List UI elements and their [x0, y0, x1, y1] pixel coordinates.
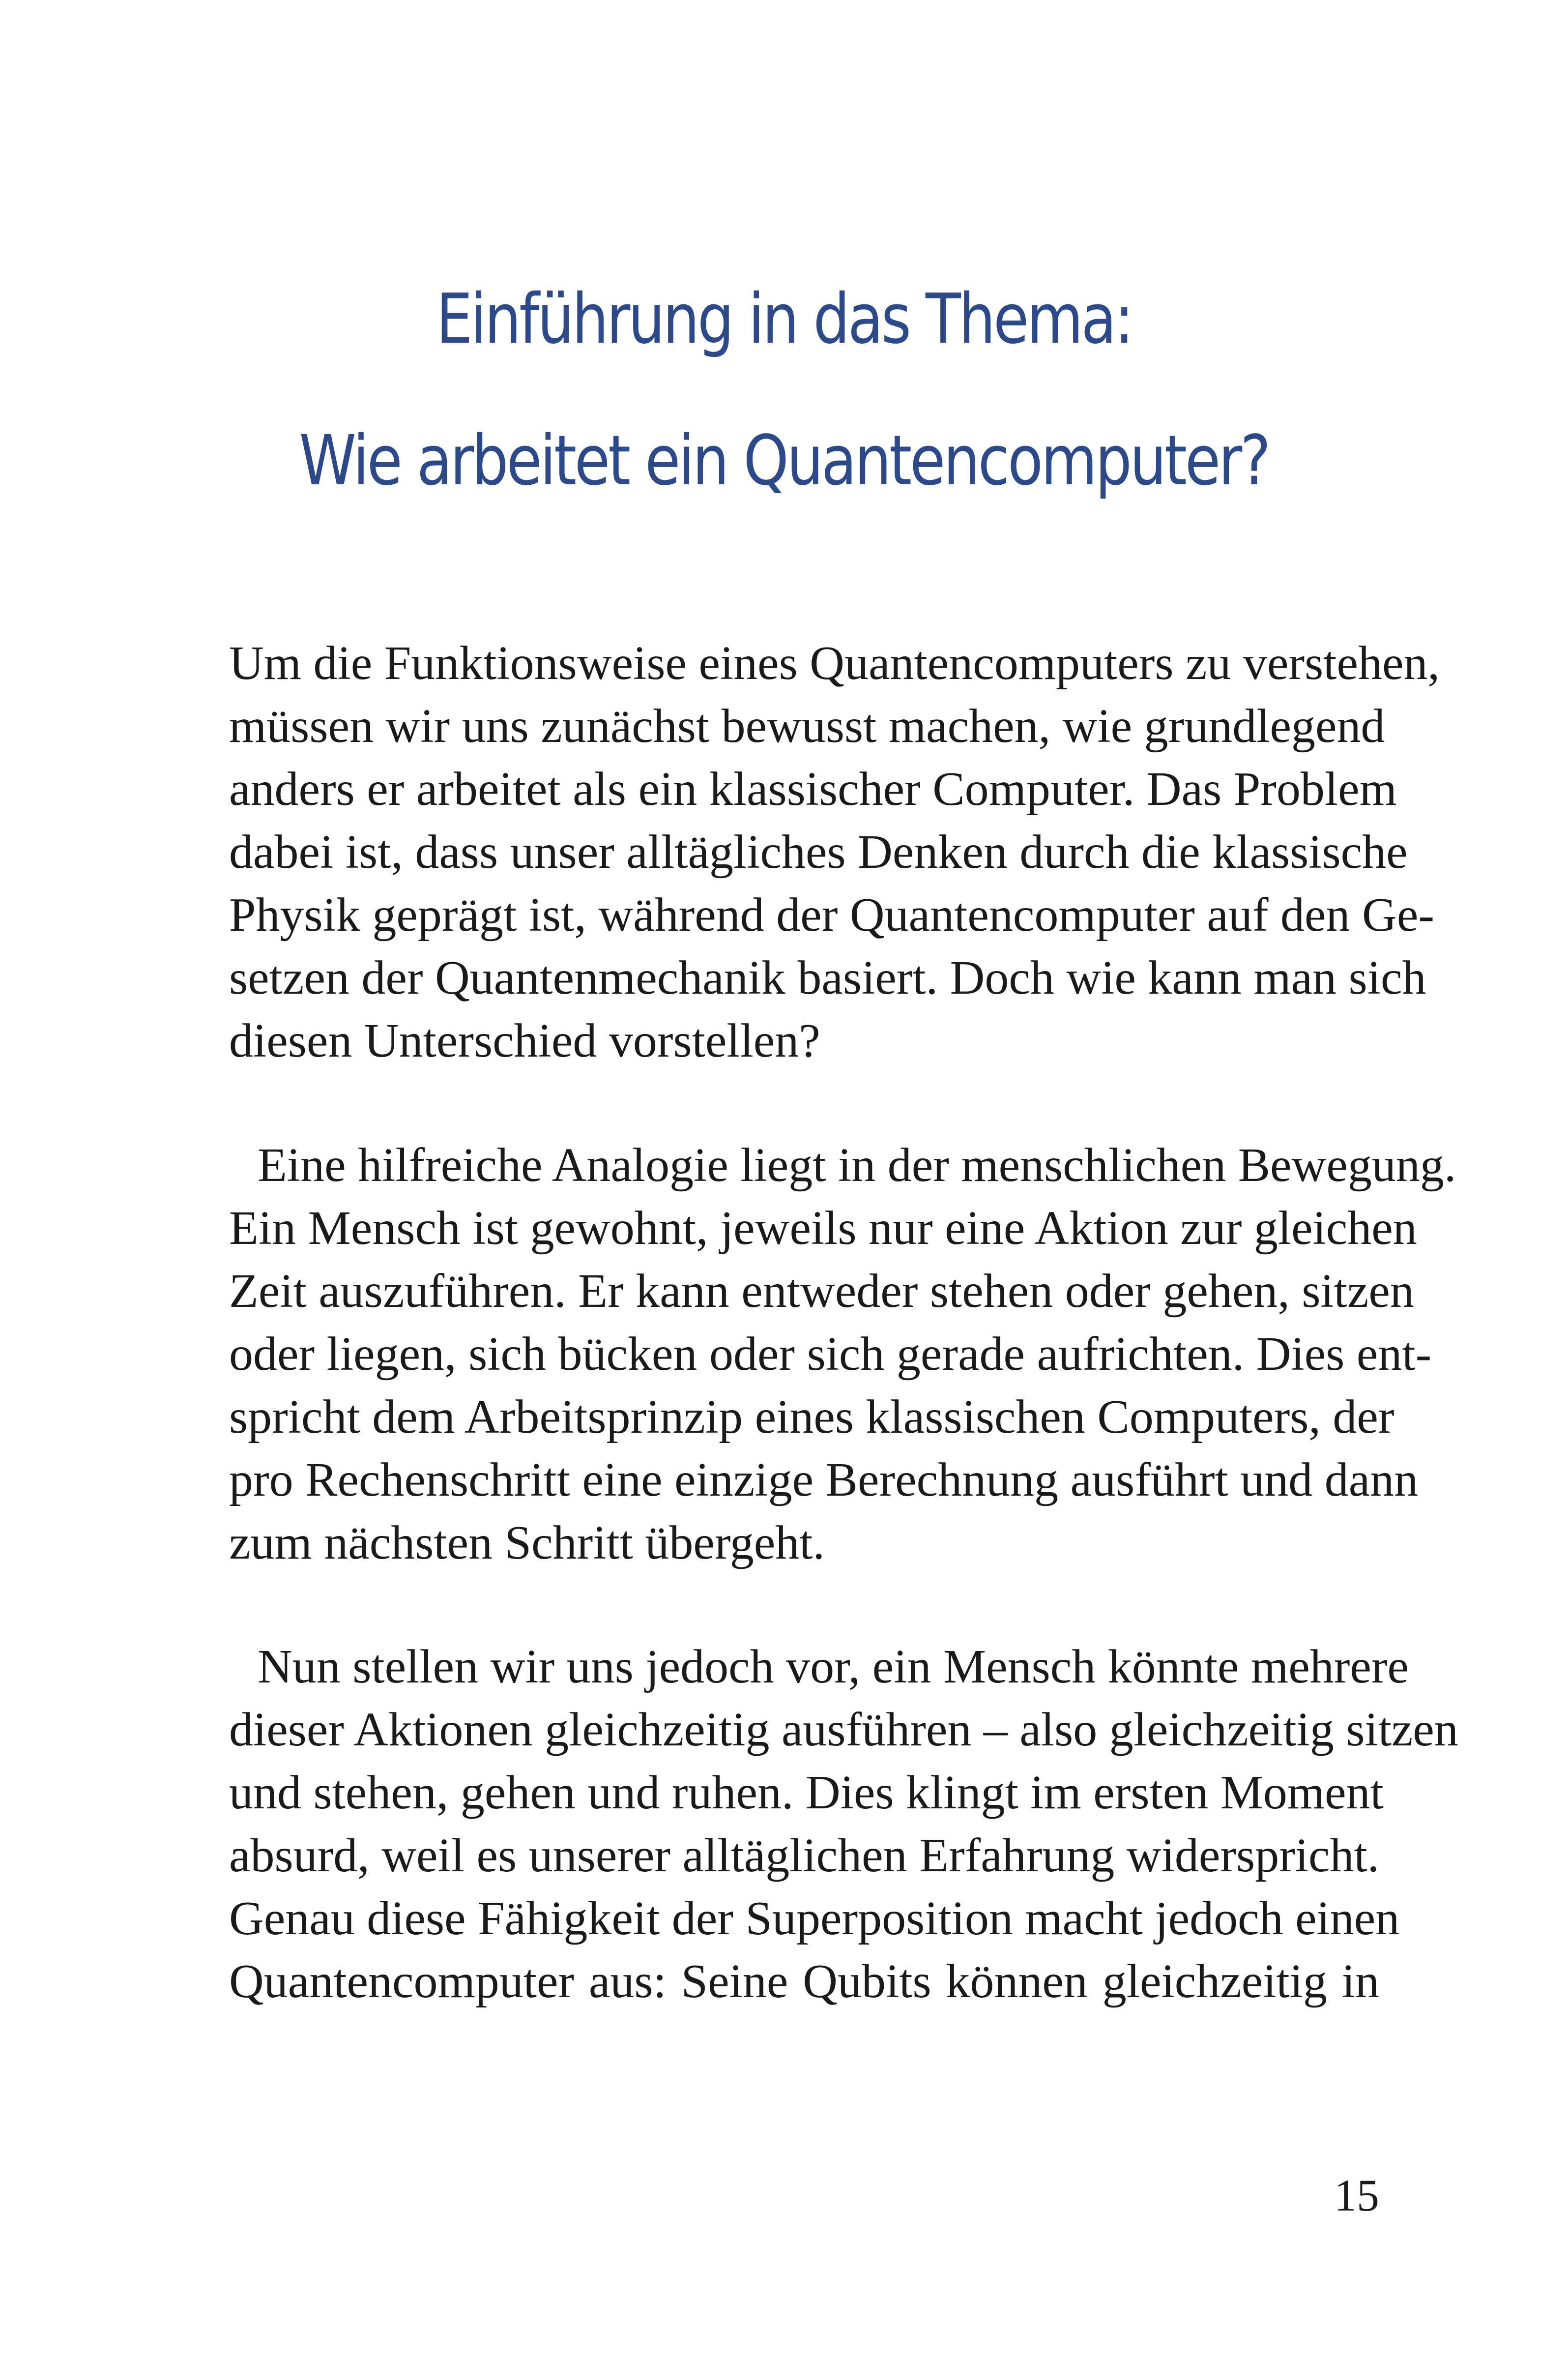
text-line: zum nächsten Schritt übergeht. [229, 1516, 825, 1569]
chapter-title-line-2: Wie arbeitet ein Quantencomputer? [299, 421, 1269, 501]
text-line: Quantencomputer aus: Seine Qubits können gleichzeitig in [229, 1955, 1379, 2008]
text-line: anders er arbeitet als ein klassischer Computer. Das Problem [229, 763, 1397, 816]
text-line: dieser Aktionen gleichzeitig ausführen – also gleichzeitig sitzen [229, 1703, 1458, 1756]
text-line: absurd, weil es unserer alltäglichen Erfahrung widerspricht. [229, 1829, 1380, 1882]
text-line: Eine hilfreiche Analogie liegt in der menschlichen Bewegung. [258, 1139, 1456, 1192]
text-line: müssen wir uns zunächst bewusst machen, wie grundlegend [229, 700, 1385, 753]
text-line: dabei ist, dass unser alltägliches Denken durch die klassische [229, 826, 1408, 879]
text-line: Physik geprägt ist, während der Quantencomputer auf den Ge- [229, 888, 1434, 942]
text-line: Genau diese Fähigkeit der Superposition macht jedoch einen [229, 1892, 1400, 1945]
text-line: diesen Unterschied vorstellen? [229, 1014, 820, 1067]
page-number: 15 [1334, 2170, 1379, 2220]
text-line: spricht dem Arbeitsprinzip eines klassischen Computers, der [229, 1390, 1394, 1444]
text-line: pro Rechenschritt eine einzige Berechnung ausführt und dann [229, 1453, 1419, 1506]
text-line: Ein Mensch ist gewohnt, jeweils nur eine Aktion zur gleichen [229, 1202, 1417, 1255]
text-line: oder liegen, sich bücken oder sich gerade aufrichten. Dies ent- [229, 1328, 1432, 1381]
text-line: Um die Funktionsweise eines Quantencomputers zu verstehen, [229, 637, 1440, 690]
text-line: setzen der Quantenmechanik basiert. Doch wie kann man sich [229, 951, 1426, 1004]
text-line: und stehen, gehen und ruhen. Dies klingt im ersten Moment [229, 1766, 1384, 1819]
paragraph-1 [229, 632, 1440, 1072]
text-line: Zeit auszuführen. Er kann entweder stehen oder gehen, sitzen [229, 1265, 1414, 1318]
paragraph-3 [229, 1635, 1458, 2013]
text-line: Nun stellen wir uns jedoch vor, ein Mensch könnte mehrere [258, 1640, 1409, 1693]
chapter-title-line-1: Einführung in das Thema: [436, 279, 1132, 359]
paragraph-2 [229, 1134, 1456, 1574]
